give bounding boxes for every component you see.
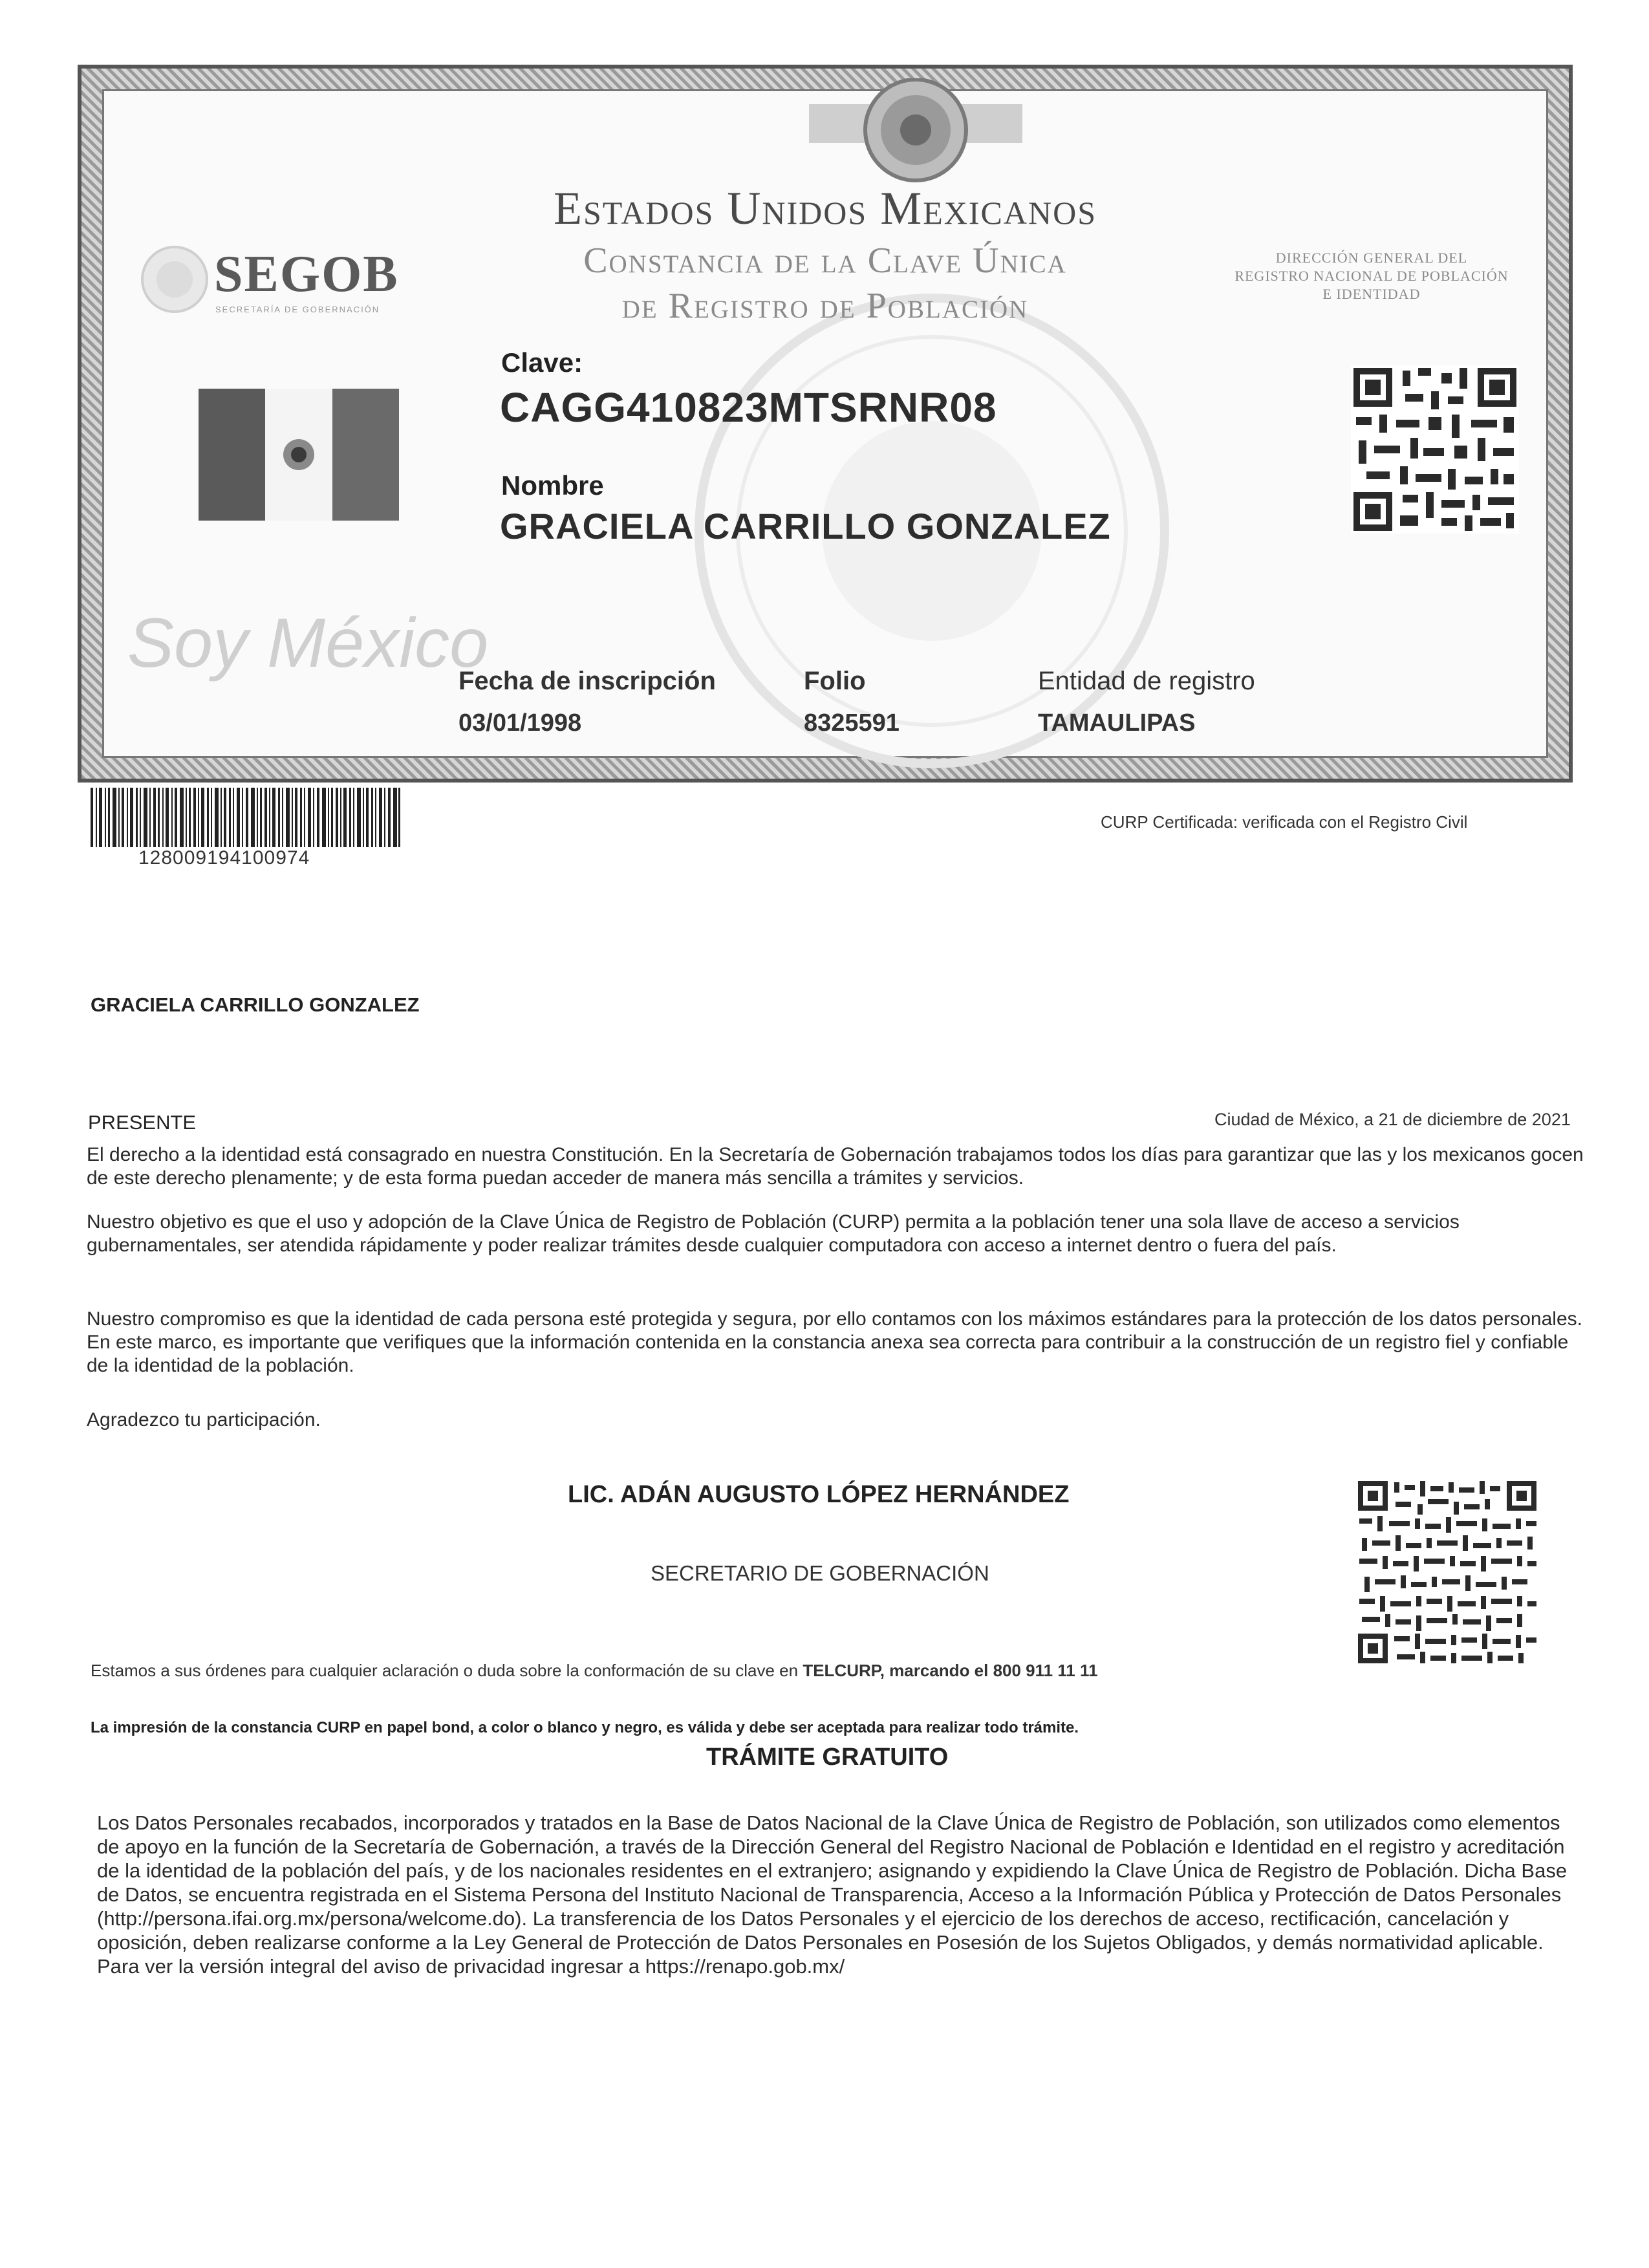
nombre-label: Nombre xyxy=(501,470,604,501)
segob-subtitle: SECRETARÍA DE GOBERNACIÓN xyxy=(215,305,380,314)
free-procedure-notice: TRÁMITE GRATUITO xyxy=(706,1744,949,1771)
direccion-general-l2: REGISTRO NACIONAL DE POBLACIÓN xyxy=(1234,268,1509,284)
letter-place-date: Ciudad de México, a 21 de diciembre de 2021 xyxy=(1214,1110,1571,1129)
signer-name: LIC. ADÁN AUGUSTO LÓPEZ HERNÁNDEZ xyxy=(568,1481,1070,1508)
curp-certificate-card xyxy=(78,65,1573,783)
country-title: Estados Unidos Mexicanos xyxy=(553,182,1097,234)
letter-paragraph-3: Nuestro compromiso es que la identidad de cada persona esté protegida y segura, por ello contamos con los máximos estándares para la protección de los datos personales. En este marco, es importante que verifiques que la información contenida en la constancia anexa sea correcta para contribuir a la construcción de un registro fiel y confiable de la identidad de la población. xyxy=(87,1308,1582,1376)
letter-thanks: Agradezco tu participación. xyxy=(87,1409,321,1431)
letter-paragraph-2: Nuestro objetivo es que el uso y adopción de la Clave Única de Registro de Población (CURP) permita a la población tener una sola llave de acceso a servicios gubernamentales, ser atendida rápidamente y poder realizar trámites desde cualquier computadora con acceso a internet dentro o fuera del país. xyxy=(87,1211,1460,1256)
fecha-inscripcion-value: 03/01/1998 xyxy=(458,709,582,737)
document-title-line1: Constancia de la Clave Única xyxy=(583,241,1067,281)
direccion-general-l1: DIRECCIÓN GENERAL DEL xyxy=(1275,250,1468,266)
barcode-number: 128009194100974 xyxy=(138,847,310,869)
soy-mexico-slogan: Soy México xyxy=(127,603,489,682)
entidad-registro-value: TAMAULIPAS xyxy=(1038,709,1196,737)
folio-value: 8325591 xyxy=(804,709,900,737)
entidad-registro-label: Entidad de registro xyxy=(1038,667,1255,695)
clave-value: CAGG410823MTSRNR08 xyxy=(500,384,997,431)
curp-certified-note: CURP Certificada: verificada con el Registro Civil xyxy=(1101,812,1468,832)
qr-code-icon xyxy=(1355,1478,1539,1666)
letter-greeting: PRESENTE xyxy=(88,1111,197,1134)
clave-label: Clave: xyxy=(501,347,583,378)
nombre-value: GRACIELA CARRILLO GONZALEZ xyxy=(500,506,1111,546)
segob-logo-text: SEGOB xyxy=(214,246,399,303)
validity-notice: La impresión de la constancia CURP en papel bond, a color o blanco y negro, es válida y debe ser aceptada para realizar todo trámite. xyxy=(91,1719,1079,1736)
fecha-inscripcion-label: Fecha de inscripción xyxy=(458,667,716,695)
contact-phone: TELCURP, marcando el 800 911 11 11 xyxy=(803,1661,1098,1680)
qr-code-icon xyxy=(1351,365,1519,534)
contact-line xyxy=(91,1661,1098,1681)
barcode-icon xyxy=(91,788,401,847)
privacy-notice: Los Datos Personales recabados, incorporados y tratados en la Base de Datos Nacional de la Clave Única de Registro de Población, son utilizados como elementos de apoyo en la función de la Secretaría de Gobernación, a través de la Dirección General del Registro Nacional de Población e Identidad en el registro y acreditación de la identidad de la población del país, y de los nacionales residentes en el extranjero; asignando y expidiendo la Clave Única de Registro de Población. Dicha Base de Datos, se encuentra registrada en el Sistema Persona del Instituto Nacional de Transparencia, Acceso a la Información Pública y Protección de Datos Personales (http://persona.ifai.org.mx/persona/welcome.do). La transferencia de los Datos Personales y el ejercicio de los derechos de acceso, rectificación, cancelación y oposición, deben realizarse conforme a la Ley General de Protección de Datos Personales en Posesión de los Sujetos Obligados, y demás normatividad aplicable. Para ver la versión integral del aviso de privacidad ingresar a https://renapo.gob.mx/ xyxy=(97,1811,1568,1978)
flag-icon xyxy=(199,389,399,521)
contact-text: Estamos a sus órdenes para cualquier aclaración o duda sobre la conformación de su clave en xyxy=(91,1661,803,1680)
folio-label: Folio xyxy=(804,667,866,695)
letter-recipient: GRACIELA CARRILLO GONZALEZ xyxy=(91,993,420,1016)
certificate-inner-panel xyxy=(102,89,1548,758)
direccion-general-l3: E IDENTIDAD xyxy=(1322,286,1421,302)
segob-seal-icon xyxy=(139,244,210,315)
letter-paragraph-1: El derecho a la identidad está consagrado en nuestra Constitución. En la Secretaría de Gobernación trabajamos todos los días para garantizar que las y los mexicanos gocen de este derecho plenamente; y de esta forma puedan acceder de manera más sencilla a trámites y servicios. xyxy=(87,1144,1584,1189)
document-title-line2: de Registro de Población xyxy=(621,286,1029,326)
signer-title: SECRETARIO DE GOBERNACIÓN xyxy=(651,1561,989,1585)
